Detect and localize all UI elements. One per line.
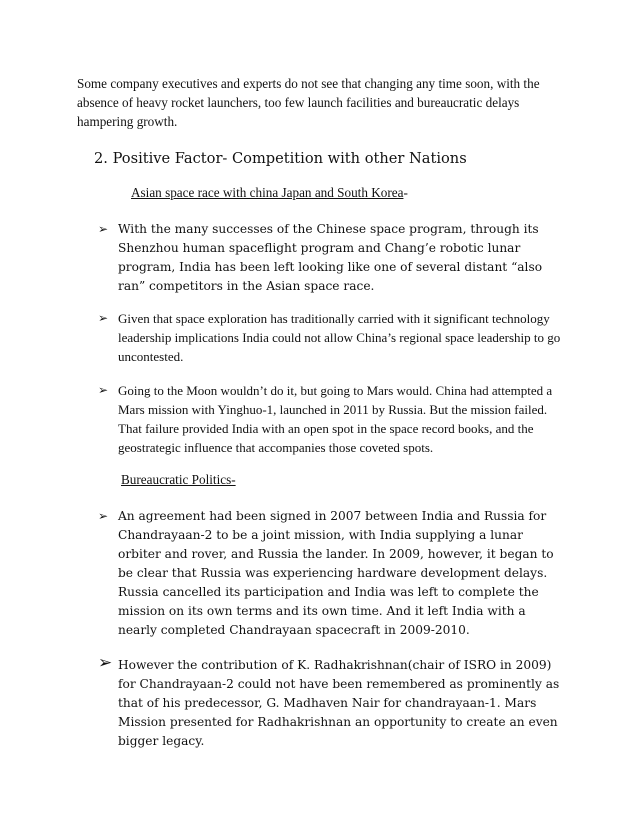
subheading-bureaucratic-politics (121, 471, 236, 489)
bullet-text: However the contribution of K. Radhakrishnan(chair of ISRO in 2009) for Chandrayaan-2 could not have been remembered as prominently as that of his predecessor, G. Madhaven Nair for chandrayaan-1. Mars Mission presented for Radhakrishnan an opportunity to create an even bigger legacy. (118, 658, 560, 748)
bullet-arrow-icon: ➢ (98, 509, 109, 523)
subheading-suffix: - (403, 185, 408, 200)
subheading-title: Bureaucratic Politics- (121, 472, 236, 487)
bullet-arrow-icon: ➢ (98, 222, 109, 236)
section-heading: 2. Positive Factor- Competition with other Nations (94, 150, 467, 167)
bullet-text: With the many successes of the Chinese space program, through its Shenzhou human spaceflight program and Chang’e robotic lunar program, India has been left looking like one of several distant “also ran” competitors in the Asian space race. (118, 222, 543, 293)
bullet-arrow-icon: ➢ (98, 653, 113, 673)
bullet-item (98, 653, 568, 751)
bullet-text: Given that space exploration has traditionally carried with it significant technology leadership implications India could not allow China’s regional space leadership to go uncontested. (118, 311, 561, 364)
bullet-text: Going to the Moon wouldn’t do it, but going to Mars would. China had attempted a Mars mission with Yinghuo-1, launched in 2011 by Russia. But the mission failed. That failure provided India with an open spot in the space record books, and the geostrategic influence that accompanies those coveted spots. (118, 383, 553, 455)
bullet-arrow-icon: ➢ (98, 383, 109, 397)
bullet-item (98, 507, 568, 640)
bullet-arrow-icon: ➢ (98, 311, 109, 325)
intro-paragraph: Some company executives and experts do not see that changing any time soon, with the absence of heavy rocket launchers, too few launch facilities and bureaucratic delays hampering growth. (77, 76, 540, 129)
subheading-title: Asian space race with china Japan and South Korea (131, 185, 404, 200)
subheading-asian-space-race (131, 184, 408, 202)
bullet-item (98, 220, 568, 296)
bullet-item (98, 309, 568, 366)
bullet-text: An agreement had been signed in 2007 between India and Russia for Chandrayaan-2 to be a joint mission, with India supplying a lunar orbiter and rover, and Russia the lander. In 2009, however, it began to be clear that Russia was experiencing hardware development delays. Russia cancelled its participation and India was left to complete the mission on its own terms and its own time. And it left India with a nearly completed Chandrayaan spacecraft in 2009-2010. (118, 509, 554, 637)
bullet-item (98, 381, 568, 457)
